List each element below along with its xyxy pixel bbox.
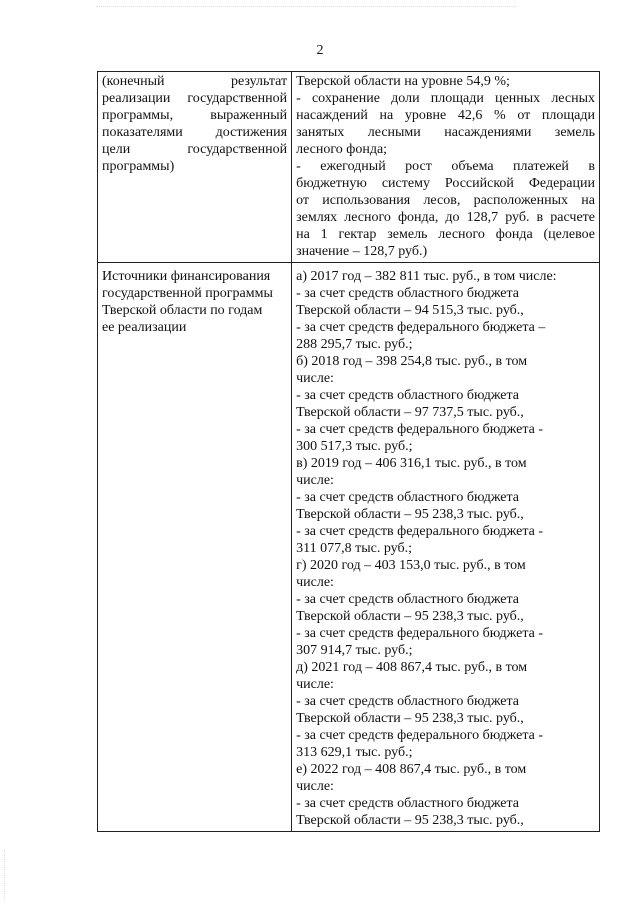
row1-left-line: (конечный результат: [102, 74, 288, 89]
row2-left-line: Источники финансирования: [102, 269, 271, 284]
financing-line: Тверской области – 95 238,3 тыс. руб.,: [296, 813, 524, 828]
financing-line: е) 2022 год – 408 867,4 тыс. руб., в том: [296, 762, 527, 777]
page-number: 2: [316, 43, 324, 58]
financing-line: числе:: [296, 371, 334, 386]
financing-line: г) 2020 год – 403 153,0 тыс. руб., в том: [296, 558, 526, 573]
row1-right-line: занятых лесными насаждениями земель: [296, 125, 595, 140]
table-row: [98, 72, 600, 263]
table-row: [98, 263, 600, 832]
financing-line: - за счет средств областного бюджета: [296, 388, 520, 403]
financing-line: Тверской области – 95 238,3 тыс. руб.,: [296, 711, 524, 726]
row1-left-line: программы): [102, 159, 175, 174]
row1-left-line: показателями достижения: [102, 125, 288, 140]
financing-line: 300 517,3 тыс. руб.;: [296, 439, 413, 454]
row2-left-line: ее реализации: [102, 320, 187, 335]
financing-line: в) 2019 год – 406 316,1 тыс. руб., в том: [296, 456, 527, 471]
scan-artifact-top: [96, 6, 516, 9]
financing-line: а) 2017 год – 382 811 тыс. руб., в том числе:: [296, 269, 557, 284]
financing-line: - за счет средств областного бюджета: [296, 286, 520, 301]
row2-left-line: Тверской области по годам: [102, 303, 263, 318]
financing-line: - за счет средств областного бюджета: [296, 592, 520, 607]
financing-line: Тверской области – 94 515,3 тыс. руб.,: [296, 303, 524, 318]
financing-line: 307 914,7 тыс. руб.;: [296, 643, 413, 658]
financing-line: Тверской области – 95 238,3 тыс. руб.,: [296, 507, 524, 522]
row1-left-cell: [98, 72, 292, 263]
financing-line: б) 2018 год – 398 254,8 тыс. руб., в том: [296, 354, 528, 369]
financing-line: 288 295,7 тыс. руб.;: [296, 337, 413, 352]
financing-line: числе:: [296, 575, 334, 590]
financing-line: 311 077,8 тыс. руб.;: [296, 541, 412, 556]
row1-left-line: программы, выраженный: [102, 108, 288, 123]
row1-right-line: от использования лесов, расположенных на: [296, 193, 595, 208]
row1-right-line: землях лесного фонда, до 128,7 руб. в расчете: [296, 210, 595, 225]
row1-right-line: значение – 128,7 руб.): [296, 244, 428, 259]
row1-right-line: - сохранение доли площади ценных лесных: [296, 91, 595, 106]
financing-line: Тверской области – 95 238,3 тыс. руб.,: [296, 609, 524, 624]
financing-line: числе:: [296, 677, 334, 692]
financing-line: 313 629,1 тыс. руб.;: [296, 745, 413, 760]
scan-artifact-left: [4, 850, 7, 900]
financing-line: - за счет средств областного бюджета: [296, 490, 520, 505]
row1-right-line: насаждений на уровне 42,6 % от площади: [296, 108, 595, 123]
row1-right-line: Тверской области на уровне 54,9 %;: [296, 74, 510, 89]
row1-left-line: цели государственной: [102, 142, 288, 157]
row1-right-line: бюджетную систему Российской Федерации: [296, 176, 595, 191]
row1-right-cell: [292, 72, 600, 263]
financing-line: - за счет средств федерального бюджета -: [296, 422, 544, 437]
row1-right-line: лесного фонда;: [296, 142, 388, 157]
financing-line: - за счет средств федерального бюджета -: [296, 524, 544, 539]
program-passport-table: [97, 71, 600, 832]
financing-line: - за счет средств областного бюджета: [296, 694, 520, 709]
row2-right-cell: [292, 263, 600, 832]
row1-right-line: - ежегодный рост объема платежей в: [296, 159, 595, 174]
financing-line: - за счет средств федерального бюджета -: [296, 728, 544, 743]
financing-line: - за счет средств областного бюджета: [296, 796, 520, 811]
row1-right-line: на 1 гектар земель лесного фонда (целевое: [296, 227, 595, 242]
financing-line: числе:: [296, 473, 334, 488]
financing-line: - за счет средств федерального бюджета -: [296, 626, 544, 641]
row2-left-cell: [98, 263, 292, 832]
financing-line: - за счет средств федерального бюджета –: [296, 320, 546, 335]
row1-left-line: реализации государственной: [102, 91, 288, 106]
financing-line: числе:: [296, 779, 334, 794]
financing-line: Тверской области – 97 737,5 тыс. руб.,: [296, 405, 524, 420]
row2-left-line: государственной программы: [102, 286, 273, 301]
financing-line: д) 2021 год – 408 867,4 тыс. руб., в том: [296, 660, 528, 675]
